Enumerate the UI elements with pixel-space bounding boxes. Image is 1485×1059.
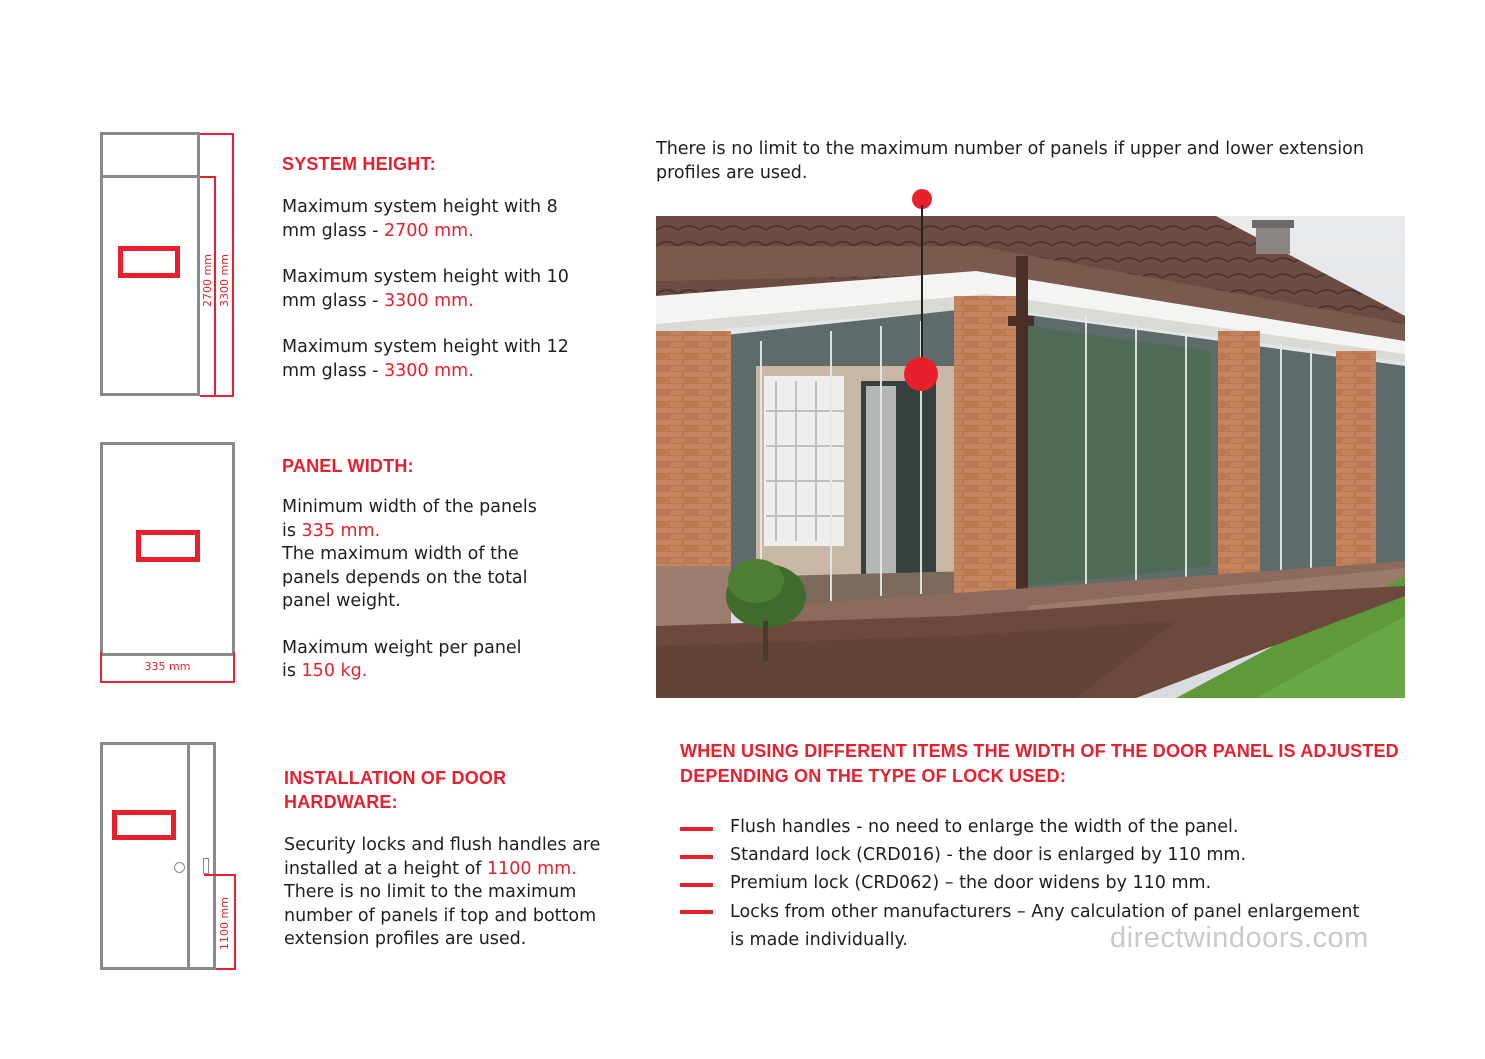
- dim-line-2700: [214, 176, 216, 397]
- system-height-item: Maximum system height with 12 mm glass - 3300 mm.: [282, 337, 569, 381]
- installation-heading: INSTALLATION OF DOOR HARDWARE:: [284, 768, 507, 812]
- handle-marker: [136, 530, 200, 562]
- lock-option-item: [680, 841, 1400, 869]
- system-height-heading: SYSTEM HEIGHT:: [282, 154, 436, 174]
- dim-label-2700: 2700 mm: [201, 254, 214, 307]
- text-line: Security locks and flush handles are installed at a height of 1100 mm.: [284, 835, 601, 879]
- handle-icon: [203, 858, 209, 874]
- lock-option-item: [680, 813, 1400, 841]
- watermark: directwindoors.com: [1110, 922, 1369, 954]
- panel-width-diagram: [100, 442, 240, 687]
- dash-bullet-icon: [680, 855, 713, 859]
- lock-option-item: [680, 869, 1400, 897]
- door-hardware-diagram: [100, 742, 240, 974]
- dim-line-bottom: [216, 968, 236, 970]
- lock-icon: [174, 862, 185, 873]
- lock-option-text: Flush handles - no need to enlarge the width of the panel.: [730, 817, 1239, 837]
- text-line: There is no limit to the maximum number of panels if top and bottom extension profiles are used.: [284, 882, 597, 949]
- system-height-item: Maximum system height with 8 mm glass - 2700 mm.: [282, 197, 558, 241]
- dim-line-top: [204, 874, 236, 876]
- system-height-text: [282, 196, 572, 383]
- dash-bullet-icon: [680, 910, 713, 914]
- dim-line-top: [200, 133, 234, 135]
- pin-bottom-dot: [904, 357, 938, 391]
- lock-option-text: Locks from other manufacturers – Any calculation of panel enlargement: [730, 902, 1360, 922]
- lock-option-text: Premium lock (CRD062) – the door widens by 110 mm.: [730, 873, 1212, 893]
- dim-line-1100: [234, 874, 236, 970]
- handle-marker: [112, 810, 176, 840]
- system-height-diagram: [100, 132, 240, 400]
- top-note: There is no limit to the maximum number of panels if upper and lower extension profiles are used.: [656, 139, 1364, 183]
- house-photo: [656, 216, 1405, 698]
- system-height-item: Maximum system height with 10 mm glass - 3300 mm.: [282, 267, 569, 311]
- panel-width-heading: PANEL WIDTH:: [282, 456, 414, 476]
- lock-option-text: is made individually.: [730, 930, 908, 950]
- door-divider: [187, 742, 190, 970]
- dash-bullet-icon: [680, 827, 713, 831]
- handle-marker: [118, 246, 180, 278]
- glass-panel: [100, 175, 200, 396]
- upper-extension-profile: [100, 132, 200, 178]
- lock-option-text: Standard lock (CRD016) - the door is enlarged by 110 mm.: [730, 845, 1247, 865]
- dim-line-bottom: [200, 395, 234, 397]
- text-line: The maximum width of the panels depends on the total panel weight.: [282, 544, 528, 611]
- dim-line-3300: [232, 133, 234, 397]
- text-line: Maximum weight per panel: [282, 637, 522, 658]
- installation-text: [284, 834, 619, 952]
- text-line: Minimum width of the panels: [282, 497, 537, 517]
- glass-panel: [100, 742, 216, 970]
- pin-line: [921, 205, 923, 365]
- lock-section-heading: WHEN USING DIFFERENT ITEMS THE WIDTH OF THE DOOR PANEL IS ADJUSTED DEPENDING ON THE TYPE OF LOCK USED:: [680, 741, 1399, 786]
- dim-label-335: 335 mm: [144, 660, 191, 673]
- panel-width-text: [282, 496, 552, 684]
- text-line: is 335 mm.: [282, 520, 381, 541]
- dim-label-1100: 1100 mm: [218, 897, 231, 950]
- dash-bullet-icon: [680, 883, 713, 887]
- dim-label-3300: 3300 mm: [218, 254, 231, 307]
- text-line: is 150 kg.: [282, 661, 368, 681]
